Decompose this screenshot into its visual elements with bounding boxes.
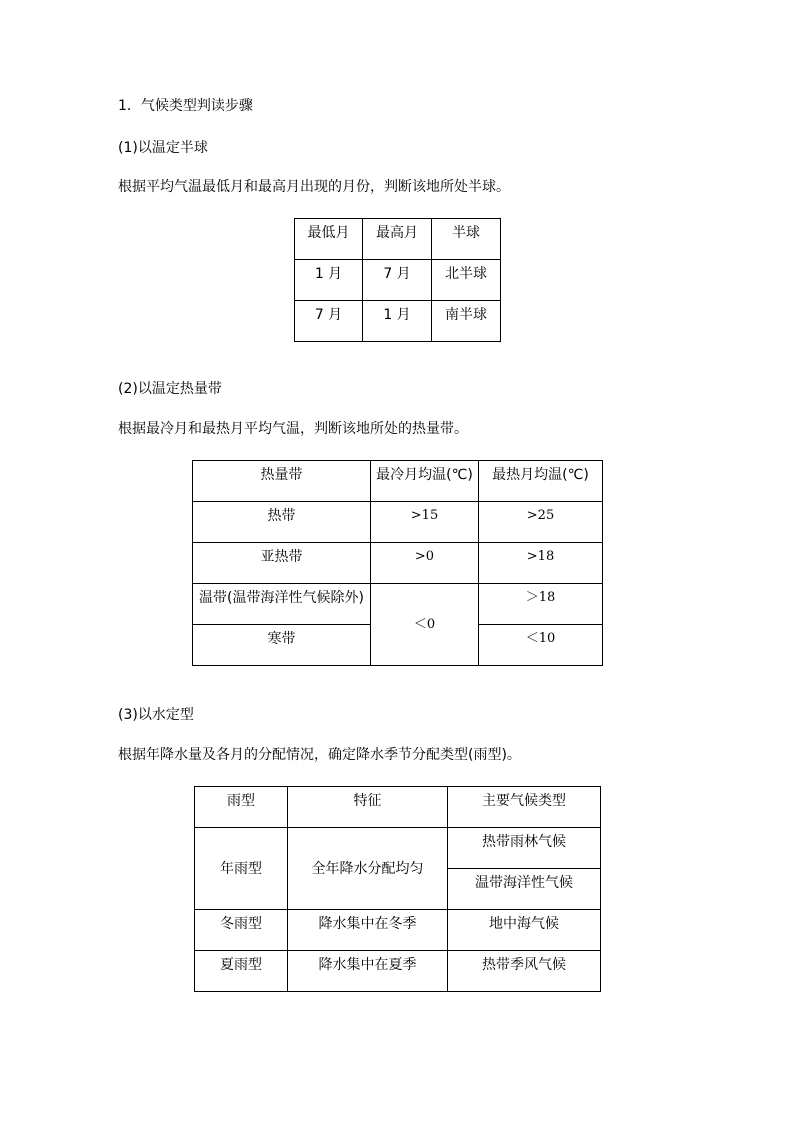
table-cell: 1 月 <box>295 260 363 301</box>
table-row <box>195 828 601 869</box>
table-cell: 北半球 <box>432 260 501 301</box>
table-cell: 降水集中在冬季 <box>288 910 448 951</box>
table-cell: >18 <box>479 543 603 584</box>
table-cell: >15 <box>371 502 479 543</box>
header-cell: 半球 <box>432 219 501 260</box>
header-cell: 最热月均温(℃) <box>479 461 603 502</box>
table-row <box>295 260 501 301</box>
table-cell: 地中海气候 <box>448 910 601 951</box>
table-cell: 降水集中在夏季 <box>288 951 448 992</box>
table-cell: 温带(温带海洋性气候除外) <box>193 584 371 625</box>
table-cell: ＞18 <box>479 584 603 625</box>
table-cell: 南半球 <box>432 301 501 342</box>
table-cell: 热带季风气候 <box>448 951 601 992</box>
table-row <box>193 543 603 584</box>
table-row <box>195 910 601 951</box>
table-cell-merged: ＜0 <box>371 584 479 666</box>
section-2-title: (2)以温定热量带 <box>118 381 222 397</box>
heat-zone-table <box>192 460 603 666</box>
table-cell: 夏雨型 <box>195 951 288 992</box>
table-cell-merged: 年雨型 <box>195 828 288 910</box>
hemisphere-table <box>294 218 501 342</box>
header-cell: 热量带 <box>193 461 371 502</box>
header-cell: 主要气候类型 <box>448 787 601 828</box>
section-3-title: (3)以水定型 <box>118 707 194 723</box>
table-cell: 7 月 <box>363 260 432 301</box>
table-cell: 7 月 <box>295 301 363 342</box>
table-cell: >25 <box>479 502 603 543</box>
header-cell: 最低月 <box>295 219 363 260</box>
table-row <box>195 951 601 992</box>
table-header-row <box>295 219 501 260</box>
header-cell: 最冷月均温(℃) <box>371 461 479 502</box>
table-cell: 热带雨林气候 <box>448 828 601 869</box>
table-cell: ＜10 <box>479 625 603 666</box>
table-row <box>193 502 603 543</box>
table-cell: >0 <box>371 543 479 584</box>
table-cell: 温带海洋性气候 <box>448 869 601 910</box>
table-row <box>295 301 501 342</box>
table-cell: 冬雨型 <box>195 910 288 951</box>
table-cell-merged: 全年降水分配均匀 <box>288 828 448 910</box>
header-cell: 最高月 <box>363 219 432 260</box>
header-cell: 雨型 <box>195 787 288 828</box>
table-cell: 热带 <box>193 502 371 543</box>
table-cell: 1 月 <box>363 301 432 342</box>
table-header-row <box>193 461 603 502</box>
section-heading: 1．气候类型判读步骤 <box>118 98 253 114</box>
table-header-row <box>195 787 601 828</box>
table-cell: 寒带 <box>193 625 371 666</box>
section-3-description: 根据年降水量及各月的分配情况，确定降水季节分配类型(雨型)。 <box>118 747 521 763</box>
table-cell: 亚热带 <box>193 543 371 584</box>
section-1-description: 根据平均气温最低月和最高月出现的月份，判断该地所处半球。 <box>118 179 510 195</box>
table-row <box>193 584 603 625</box>
section-1-title: (1)以温定半球 <box>118 140 208 156</box>
header-cell: 特征 <box>288 787 448 828</box>
section-2-description: 根据最冷月和最热月平均气温，判断该地所处的热量带。 <box>118 421 468 437</box>
rain-pattern-table <box>194 786 601 992</box>
